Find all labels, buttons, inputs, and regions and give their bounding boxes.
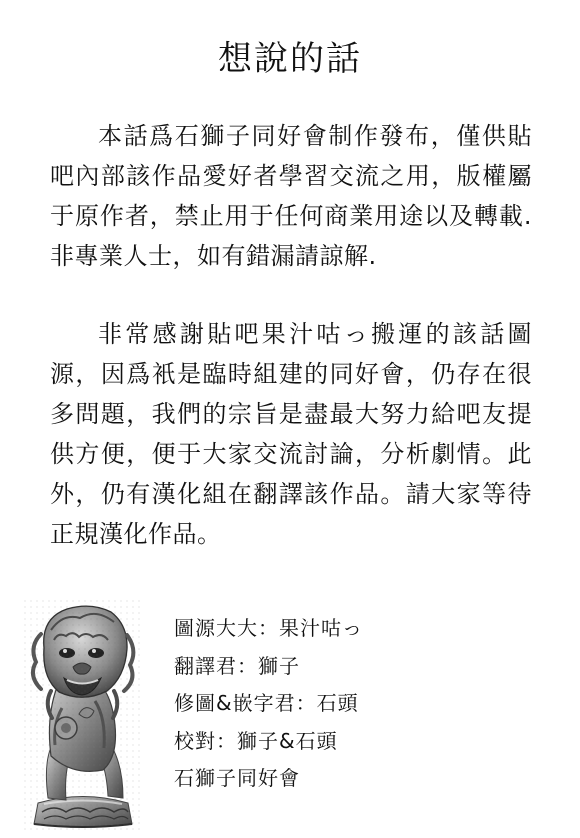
credit-translator: 翻譯君：獅子 — [174, 653, 300, 678]
thanks-paragraph: 非常感謝貼吧果汁咕っ搬運的該話圖源，因爲衹是臨時組建的同好會，仍存在很多問題，我們的宗旨是盡最大努力給吧友提供方便，便于大家交流討論，分析劇情。此外，仍有漢化組在翻譯該作品。請大家等待正規漢化作品。 — [50, 320, 532, 548]
stone-lion-statue-icon — [24, 600, 142, 830]
credit-proofreader: 校對：獅子&石頭 — [174, 728, 338, 753]
page-title: 想說的話 — [218, 39, 362, 79]
credit-image-source: 圖源大大：果汁咕っ — [174, 616, 363, 640]
credit-editor-typesetter: 修圖&嵌字君：石頭 — [174, 691, 359, 715]
credit-group-name: 石獅子同好會 — [174, 766, 300, 790]
credits-list — [174, 610, 363, 798]
intro-paragraph: 本話爲石獅子同好會制作發布，僅供貼吧內部該作品愛好者學習交流之用，版權屬于原作者，禁止用于任何商業用途以及轉載.非專業人士，如有錯漏請諒解. — [50, 122, 532, 270]
